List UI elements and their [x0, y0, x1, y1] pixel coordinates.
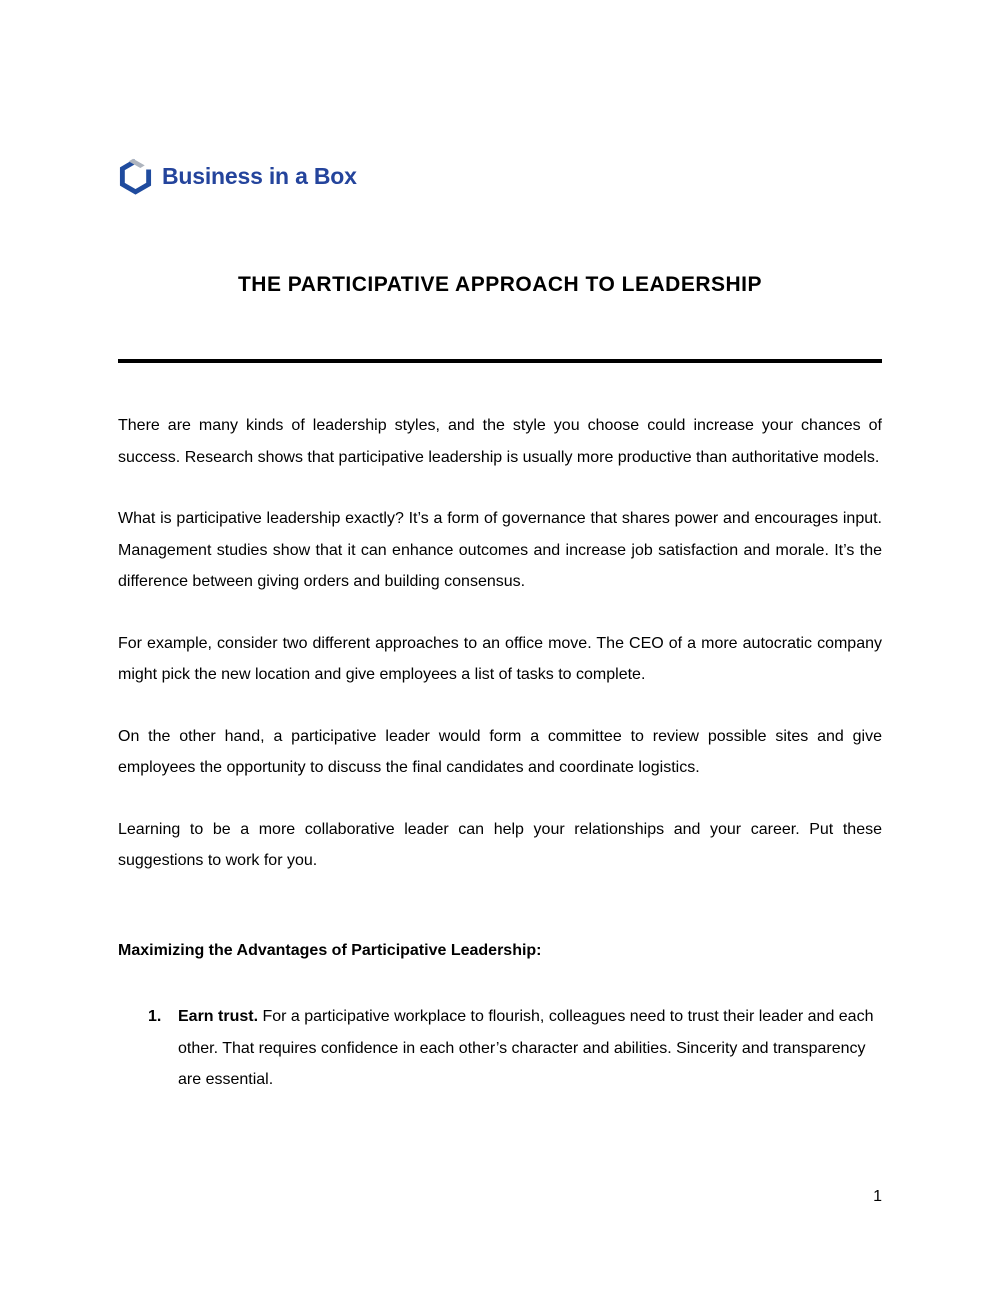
list-item-body: For a participative workplace to flourish, colleagues need to trust their leader and each other. That requires confidence in each other’s character and abilities. Sincerity and transparency are essential. — [178, 1008, 874, 1088]
paragraph-3: For example, consider two different approaches to an office move. The CEO of a more autocratic company might pick the new location and give employees a list of tasks to complete. — [118, 634, 882, 683]
brand-logo — [118, 158, 882, 195]
list-item-text — [178, 1001, 882, 1096]
list-item — [148, 1001, 882, 1096]
section-heading: Maximizing the Advantages of Participative Leadership: — [118, 941, 542, 959]
paragraph-4: On the other hand, a participative leader would form a committee to review possible sites and give employees the opportunity to discuss the final candidates and coordinate logistics. — [118, 727, 882, 776]
paragraph-1: There are many kinds of leadership styles, and the style you choose could increase your chances of success. Research shows that participative leadership is usually more productive than authoritative models. — [118, 417, 882, 466]
paragraph-5: Learning to be a more collaborative leader can help your relationships and your career. Put these suggestions to work for you. — [118, 820, 882, 869]
numbered-list — [118, 1001, 882, 1096]
paragraph-2: What is participative leadership exactly? It’s a form of governance that shares power and encourages input. Management studies show that it can enhance outcomes and increase job satisfaction and morale. It’s the difference between giving orders and building consensus. — [118, 510, 882, 590]
list-item-lead: Earn trust. — [178, 1008, 259, 1025]
document-title: THE PARTICIPATIVE APPROACH TO LEADERSHIP — [237, 273, 763, 296]
hexagon-box-icon — [118, 158, 153, 195]
list-item-number: 1. — [148, 1008, 162, 1025]
page-number: 1 — [873, 1188, 882, 1205]
title-divider-rule — [118, 359, 882, 363]
brand-logo-text: Business in a Box — [162, 163, 357, 189]
